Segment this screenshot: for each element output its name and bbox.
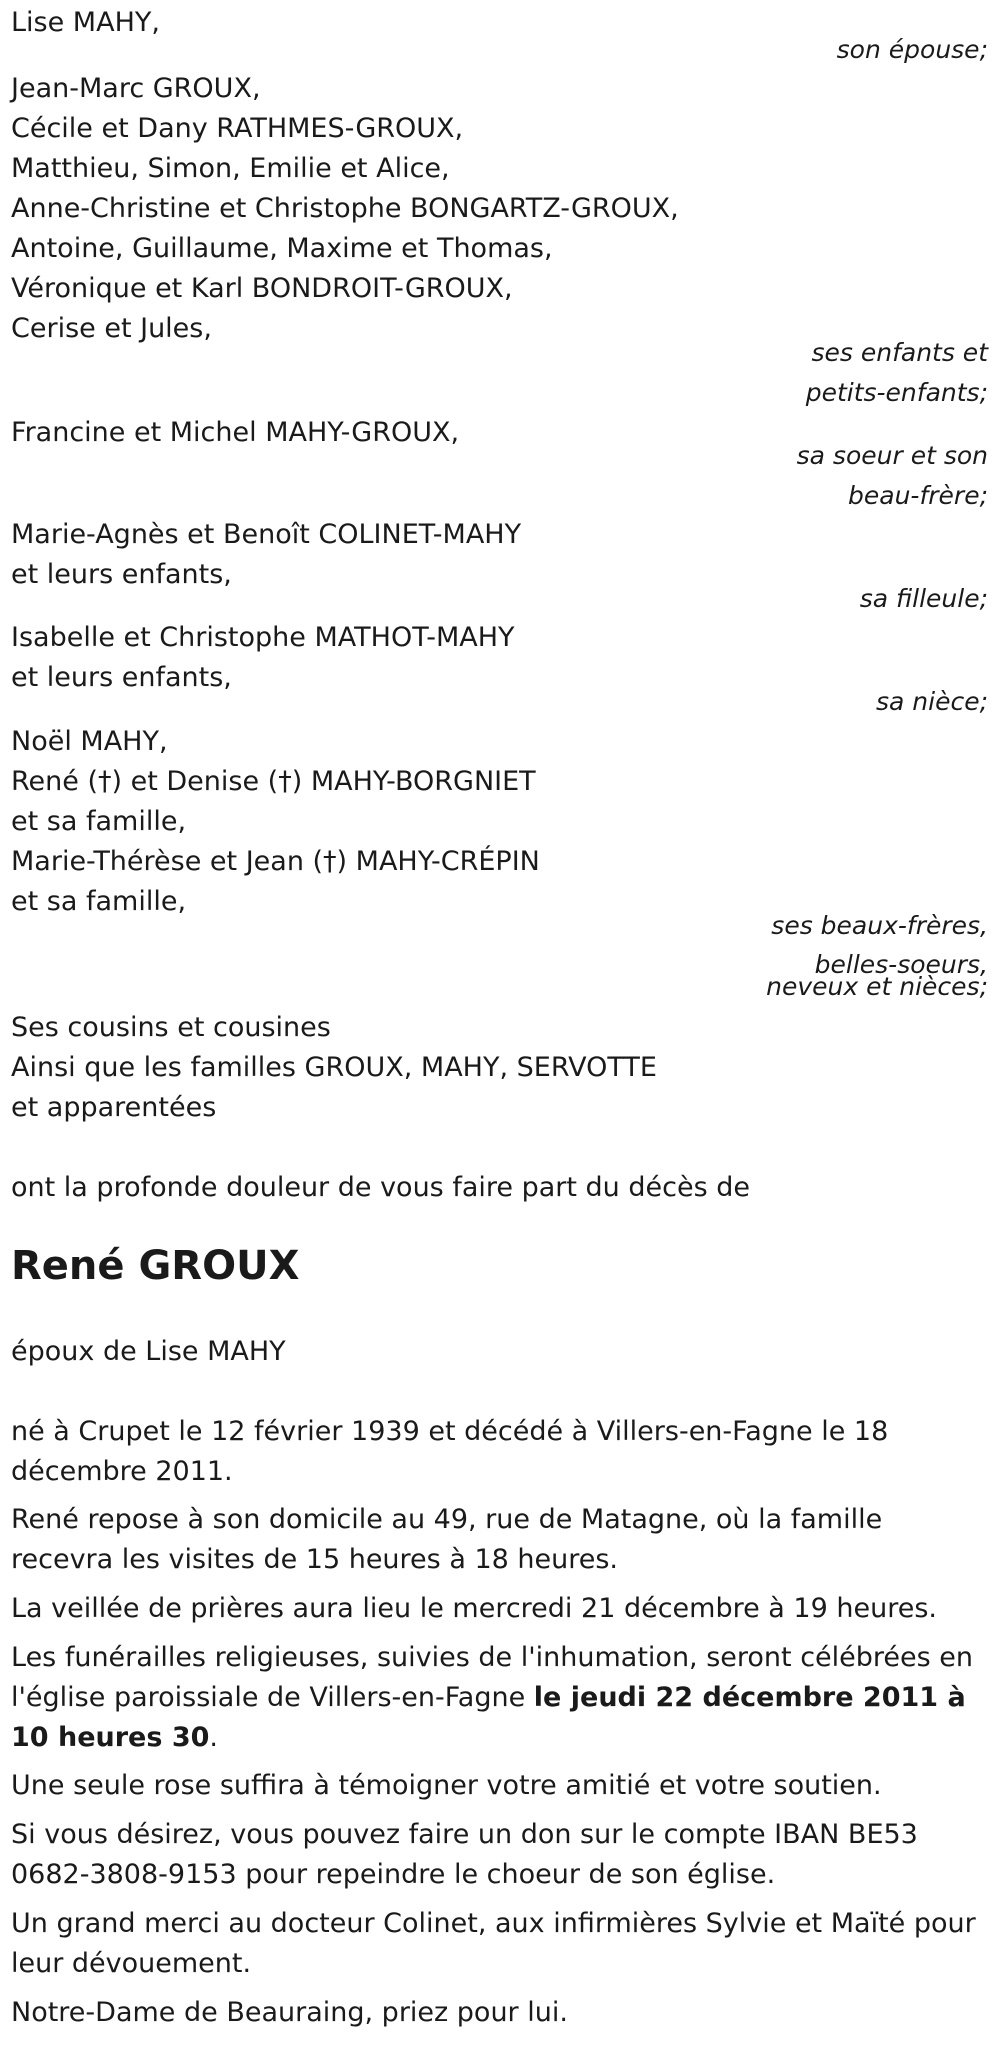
family-line-grandchildren-2: Antoine, Guillaume, Maxime et Thomas, xyxy=(11,233,553,264)
relation-children-b: petits-enfants; xyxy=(805,378,988,407)
family-line-family-2: et sa famille, xyxy=(11,886,187,917)
family-line-spouse: Lise MAHY, xyxy=(11,7,160,38)
thanks-paragraph: Un grand merci au docteur Colinet, aux infirmières Sylvie et Maïté pour leur dévouement. xyxy=(11,1908,976,1979)
vigil-paragraph: La veillée de prières aura lieu le mercredi 21 décembre à 19 heures. xyxy=(11,1593,937,1624)
family-line-niece-children: et leurs enfants, xyxy=(11,662,232,693)
relation-children-a: ses enfants et xyxy=(811,338,988,367)
family-line-grandchildren-1: Matthieu, Simon, Emilie et Alice, xyxy=(11,153,450,184)
family-line-sister-in-law: Marie-Thérèse et Jean (†) MAHY-CRÉPIN xyxy=(11,846,540,877)
relation-spouse: son épouse; xyxy=(836,35,988,64)
prayer-paragraph: Notre-Dame de Beauraing, priez pour lui. xyxy=(11,1997,568,2028)
family-line-child-2: Cécile et Dany RATHMES-GROUX, xyxy=(11,113,464,144)
family-line-sister: Francine et Michel MAHY-GROUX, xyxy=(11,417,460,448)
family-line-cousins: Ses cousins et cousines xyxy=(11,1012,331,1043)
funeral-text: Les funérailles religieuses, suivies de l'inhumation, seront célébrées en l'église paroissiale de Villers-en-Fagne xyxy=(11,1642,974,1713)
relation-sister-b: beau-frère; xyxy=(848,481,988,510)
funeral-paragraph xyxy=(11,1638,991,1758)
family-line-goddaughter-children: et leurs enfants, xyxy=(11,559,232,590)
family-line-niece: Isabelle et Christophe MATHOT-MAHY xyxy=(11,622,515,653)
funeral-date: le jeudi 22 décembre 2011 à 10 heures 30 xyxy=(11,1682,966,1753)
relation-goddaughter: sa filleule; xyxy=(859,584,988,613)
deceased-spouse-line: époux de Lise MAHY xyxy=(11,1336,286,1367)
relation-in-laws-a: ses beaux-frères, xyxy=(771,911,988,940)
relation-niece: sa nièce; xyxy=(875,687,988,716)
family-line-grandchildren-3: Cerise et Jules, xyxy=(11,313,212,344)
family-line-child-3: Anne-Christine et Christophe BONGARTZ-GROUX, xyxy=(11,193,679,224)
family-line-family-1: et sa famille, xyxy=(11,806,187,837)
funeral-period: . xyxy=(209,1722,218,1753)
rose-paragraph: Une seule rose suffira à témoigner votre amitié et votre soutien. xyxy=(11,1770,882,1801)
family-line-relatives: et apparentées xyxy=(11,1092,217,1123)
family-line-brother-in-law-2: René (†) et Denise (†) MAHY-BORGNIET xyxy=(11,766,536,797)
announcement-text: ont la profonde douleur de vous faire part du décès de xyxy=(11,1172,750,1203)
birth-death-paragraph: né à Crupet le 12 février 1939 et décédé à Villers-en-Fagne le 18 décembre 2011. xyxy=(11,1416,889,1487)
family-line-families: Ainsi que les familles GROUX, MAHY, SERVOTTE xyxy=(11,1052,657,1083)
deceased-name: René GROUX xyxy=(11,1243,300,1289)
family-line-brother-in-law-1: Noël MAHY, xyxy=(11,726,168,757)
visitation-paragraph: René repose à son domicile au 49, rue de Matagne, où la famille recevra les visites de 15 heures à 18 heures. xyxy=(11,1504,883,1575)
family-line-goddaughter: Marie-Agnès et Benoît COLINET-MAHY xyxy=(11,519,522,550)
family-line-child-1: Jean-Marc GROUX, xyxy=(11,73,261,104)
family-line-child-4: Véronique et Karl BONDROIT-GROUX, xyxy=(11,273,513,304)
relation-in-laws-c: neveux et nièces; xyxy=(766,972,988,1001)
donation-paragraph: Si vous désirez, vous pouvez faire un don sur le compte IBAN BE53 0682-3808-9153 pour repeindre le choeur de son église. xyxy=(11,1819,918,1890)
relation-sister-a: sa soeur et son xyxy=(796,441,988,470)
relation-in-laws-b: belles-soeurs, xyxy=(814,950,988,979)
